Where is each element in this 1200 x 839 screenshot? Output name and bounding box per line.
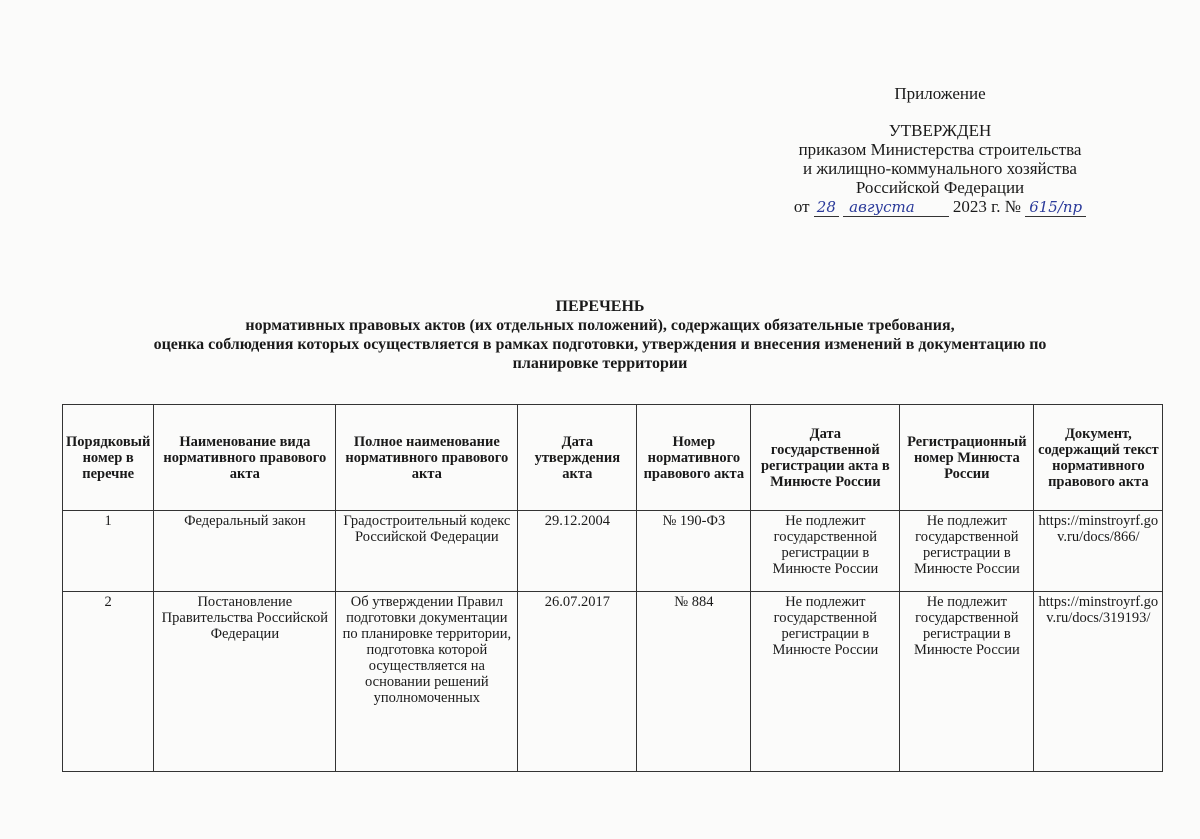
title-line: нормативных правовых актов (их отдельных положений), содержащих обязательные требования,	[245, 317, 955, 334]
day-handwritten: 28	[814, 198, 839, 217]
table-header-row	[63, 405, 1163, 511]
approval-line: приказом Министерства строительства	[798, 140, 1082, 159]
cell: № 190-ФЗ	[637, 511, 751, 592]
cell: 1	[63, 511, 154, 592]
approval-line: Российской Федерации	[855, 178, 1025, 197]
approval-block	[760, 121, 1120, 217]
cell: Федеральный закон	[154, 511, 336, 592]
header-cell: Документ, содержащий текст нормативного правового акта	[1034, 405, 1163, 511]
cell: Постановление Правительства Российской Федерации	[154, 592, 336, 772]
approved-label: УТВЕРЖДЕН	[888, 121, 992, 140]
header-cell: Регистрационный номер Минюста России	[900, 405, 1034, 511]
document-title	[20, 297, 1180, 373]
year-label: 2023 г. №	[952, 197, 1021, 216]
title-line: планировке территории	[512, 355, 688, 372]
cell: Не подлежит государственной регистрации в Минюсте России	[900, 592, 1034, 772]
cell: 26.07.2017	[518, 592, 637, 772]
approval-date-line	[760, 197, 1120, 217]
appendix-label: Приложение	[894, 84, 986, 103]
cell: Градостроительный кодекс Российской Федерации	[336, 511, 518, 592]
cell: Об утверждении Правил подготовки документации по планировке территории, подготовка которой осуществляется на основании решений уполномоченных	[336, 592, 518, 772]
document-link[interactable]: https://minstroyrf.gov.ru/docs/319193/	[1034, 592, 1163, 772]
cell: 29.12.2004	[518, 511, 637, 592]
table-row	[63, 511, 1163, 592]
approval-line: и жилищно-коммунального хозяйства	[803, 159, 1077, 178]
order-number-handwritten: 615/пр	[1025, 198, 1086, 217]
document-link[interactable]: https://minstroyrf.gov.ru/docs/866/	[1034, 511, 1163, 592]
month-handwritten: августа	[843, 198, 949, 217]
from-label: от	[793, 197, 810, 216]
cell: Не подлежит государственной регистрации в Минюсте России	[751, 592, 900, 772]
title-line: оценка соблюдения которых осуществляется в рамках подготовки, утверждения и внесения изменений в документацию по	[153, 336, 1047, 353]
cell: Не подлежит государственной регистрации в Минюсте России	[900, 511, 1034, 592]
header-cell: Полное наименование нормативного правового акта	[336, 405, 518, 511]
acts-table	[62, 404, 1163, 772]
header-cell: Дата утверждения акта	[518, 405, 637, 511]
header-cell: Дата государственной регистрации акта в Минюсте России	[751, 405, 900, 511]
header-cell: Номер нормативного правового акта	[637, 405, 751, 511]
cell: № 884	[637, 592, 751, 772]
cell: 2	[63, 592, 154, 772]
cell: Не подлежит государственной регистрации в Минюсте России	[751, 511, 900, 592]
title-heading: ПЕРЕЧЕНЬ	[555, 298, 645, 315]
header-cell: Наименование вида нормативного правового акта	[154, 405, 336, 511]
table-row	[63, 592, 1163, 772]
header-cell: Порядковый номер в перечне	[63, 405, 154, 511]
